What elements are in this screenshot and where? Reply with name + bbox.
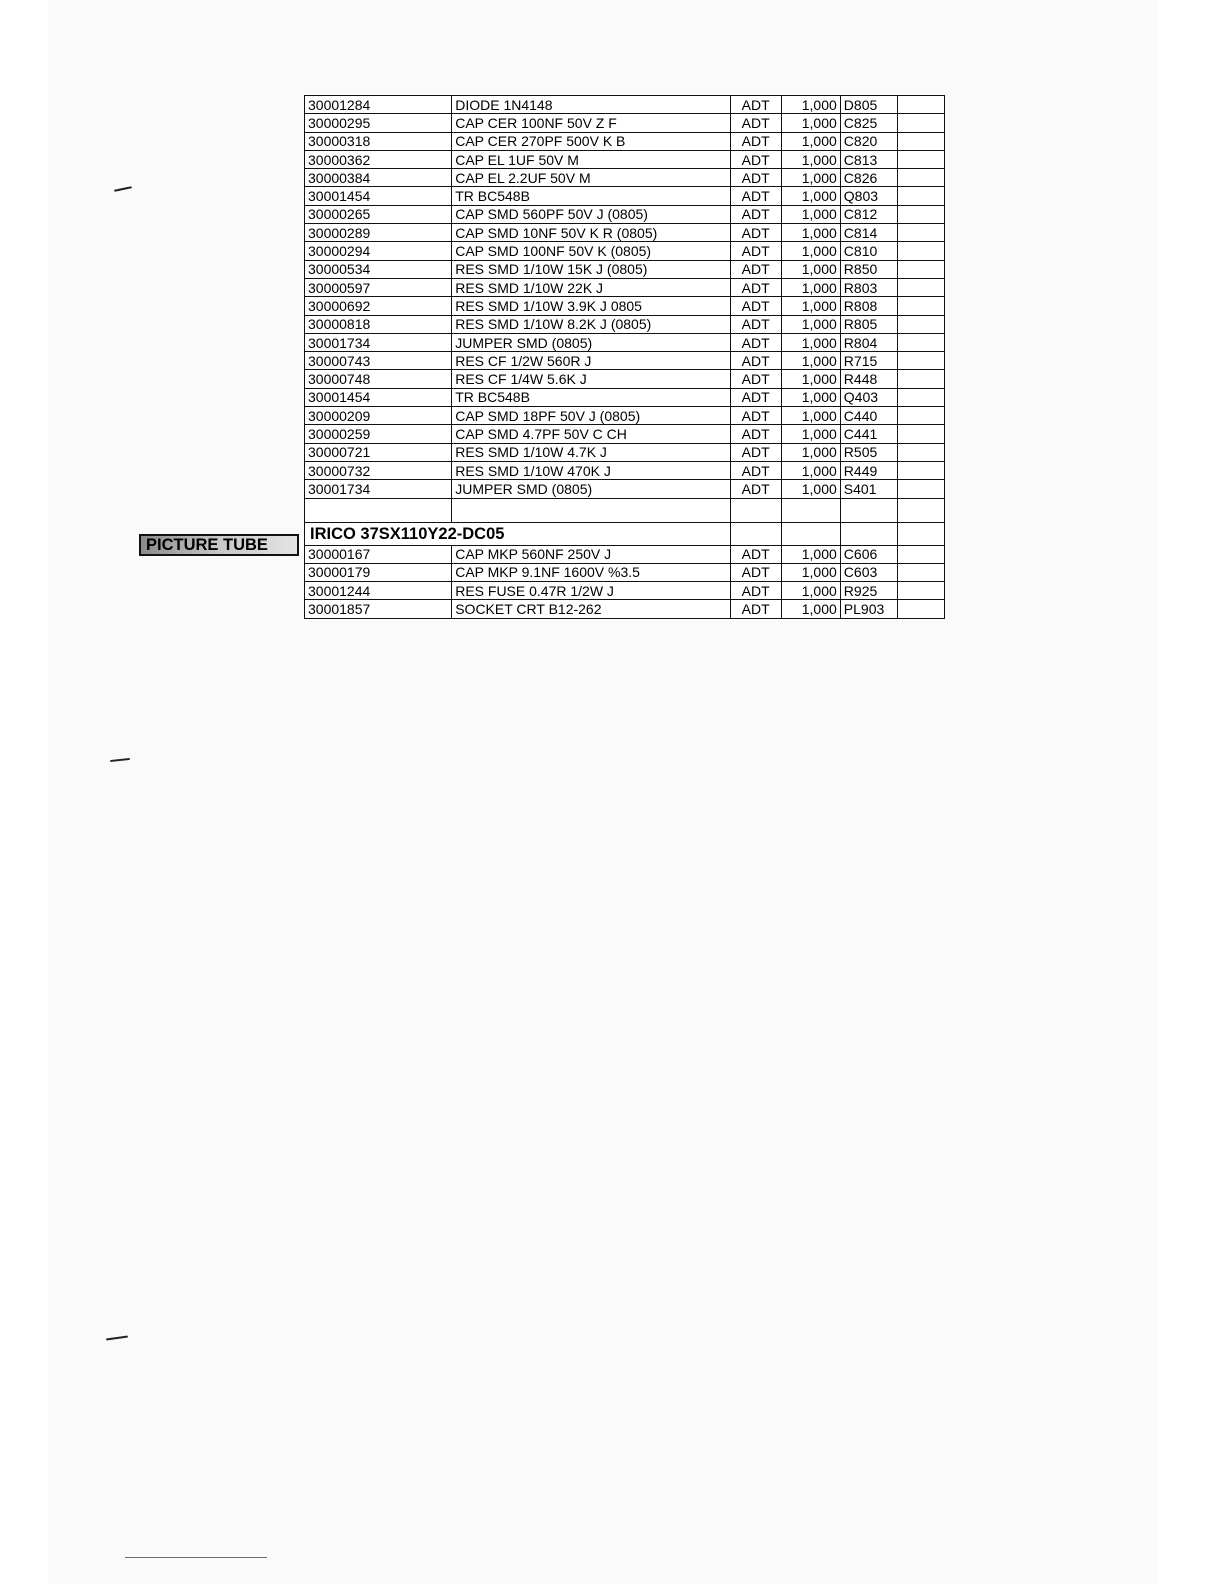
part-code: 30000743 [305,352,452,370]
unit: ADT [730,224,781,242]
table-row [305,425,945,443]
reference: C813 [840,150,897,168]
unit: ADT [730,150,781,168]
unit: ADT [730,600,781,618]
empty-cell [897,480,944,498]
quantity: 1,000 [781,242,840,260]
reference: R505 [840,443,897,461]
part-description: RES SMD 1/10W 470K J [452,461,730,479]
table-row [305,333,945,351]
quantity: 1,000 [781,333,840,351]
picture-tube-label: PICTURE TUBE [139,534,299,556]
quantity: 1,000 [781,582,840,600]
empty-cell [897,370,944,388]
parts-rows-before [305,96,945,499]
empty-cell [897,169,944,187]
part-code: 30000692 [305,297,452,315]
unit: ADT [730,114,781,132]
part-description: CAP EL 1UF 50V M [452,150,730,168]
table-row [305,407,945,425]
part-code: 30001857 [305,600,452,618]
quantity: 1,000 [781,169,840,187]
empty-cell [897,352,944,370]
table-row [305,582,945,600]
empty-cell [897,96,944,114]
part-code: 30000179 [305,563,452,581]
quantity: 1,000 [781,563,840,581]
unit: ADT [730,315,781,333]
unit: ADT [730,388,781,406]
part-code: 30000721 [305,443,452,461]
part-description: CAP SMD 4.7PF 50V C CH [452,425,730,443]
unit: ADT [730,205,781,223]
quantity: 1,000 [781,187,840,205]
table-row [305,370,945,388]
empty-cell [897,242,944,260]
unit: ADT [730,563,781,581]
part-code: 30000295 [305,114,452,132]
unit: ADT [730,407,781,425]
unit: ADT [730,443,781,461]
reference: C814 [840,224,897,242]
part-code: 30000294 [305,242,452,260]
part-description: CAP MKP 560NF 250V J [452,545,730,563]
empty-cell [897,187,944,205]
reference: C440 [840,407,897,425]
part-code: 30000748 [305,370,452,388]
part-description: CAP CER 270PF 500V K B [452,132,730,150]
unit: ADT [730,370,781,388]
table-row [305,169,945,187]
empty-cell [897,563,944,581]
empty-cell [897,297,944,315]
part-code: 30001734 [305,480,452,498]
quantity: 1,000 [781,297,840,315]
part-code: 30000209 [305,407,452,425]
table-row [305,187,945,205]
quantity: 1,000 [781,461,840,479]
part-code: 30000167 [305,545,452,563]
part-description: TR BC548B [452,388,730,406]
quantity: 1,000 [781,278,840,296]
part-code: 30000534 [305,260,452,278]
quantity: 1,000 [781,205,840,223]
table-row [305,480,945,498]
part-description: CAP CER 100NF 50V Z F [452,114,730,132]
empty-cell [897,545,944,563]
part-code: 30000318 [305,132,452,150]
reference: C606 [840,545,897,563]
empty-cell [897,407,944,425]
unit: ADT [730,278,781,296]
unit: ADT [730,96,781,114]
part-code: 30001734 [305,333,452,351]
empty-cell [897,333,944,351]
empty-cell [897,260,944,278]
empty-cell [897,388,944,406]
unit: ADT [730,480,781,498]
reference: C812 [840,205,897,223]
part-description: RES SMD 1/10W 15K J (0805) [452,260,730,278]
table-row [305,545,945,563]
quantity: 1,000 [781,600,840,618]
empty-cell [897,582,944,600]
table-row [305,388,945,406]
unit: ADT [730,545,781,563]
part-description: JUMPER SMD (0805) [452,333,730,351]
reference: R449 [840,461,897,479]
parts-list-table [304,95,945,619]
quantity: 1,000 [781,315,840,333]
part-code: 30000289 [305,224,452,242]
empty-cell [897,114,944,132]
empty-cell [897,600,944,618]
part-description: RES SMD 1/10W 4.7K J [452,443,730,461]
part-description: DIODE 1N4148 [452,96,730,114]
part-code: 30000384 [305,169,452,187]
parts-rows-after [305,545,945,618]
empty-cell [897,224,944,242]
reference: C603 [840,563,897,581]
table-row [305,150,945,168]
part-code: 30001284 [305,96,452,114]
reference: R715 [840,352,897,370]
quantity: 1,000 [781,443,840,461]
table-row [305,278,945,296]
reference: R805 [840,315,897,333]
unit: ADT [730,187,781,205]
table-row [305,352,945,370]
reference: R850 [840,260,897,278]
section-header-row [305,522,945,545]
reference: C825 [840,114,897,132]
reference: S401 [840,480,897,498]
table-row [305,114,945,132]
part-description: CAP MKP 9.1NF 1600V %3.5 [452,563,730,581]
empty-cell [897,132,944,150]
empty-cell [897,205,944,223]
part-code: 30000362 [305,150,452,168]
unit: ADT [730,461,781,479]
table-row [305,443,945,461]
table-row [305,461,945,479]
part-description: SOCKET CRT B12-262 [452,600,730,618]
reference: D805 [840,96,897,114]
part-description: JUMPER SMD (0805) [452,480,730,498]
unit: ADT [730,132,781,150]
table-row [305,242,945,260]
part-description: RES SMD 1/10W 8.2K J (0805) [452,315,730,333]
table-row [305,600,945,618]
table-row [305,224,945,242]
reference: R925 [840,582,897,600]
empty-cell [897,425,944,443]
footer-rule [125,1557,267,1558]
reference: R804 [840,333,897,351]
reference: C826 [840,169,897,187]
quantity: 1,000 [781,224,840,242]
empty-cell [897,443,944,461]
part-description: RES SMD 1/10W 3.9K J 0805 [452,297,730,315]
empty-cell [897,278,944,296]
reference: C810 [840,242,897,260]
part-code: 30001454 [305,187,452,205]
quantity: 1,000 [781,425,840,443]
quantity: 1,000 [781,132,840,150]
part-code: 30000818 [305,315,452,333]
picture-tube-model: IRICO 37SX110Y22-DC05 [305,522,731,545]
part-description: CAP EL 2.2UF 50V M [452,169,730,187]
quantity: 1,000 [781,260,840,278]
table-row [305,563,945,581]
part-description: CAP SMD 18PF 50V J (0805) [452,407,730,425]
table-row [305,315,945,333]
quantity: 1,000 [781,407,840,425]
quantity: 1,000 [781,370,840,388]
part-code: 30001244 [305,582,452,600]
part-description: CAP SMD 10NF 50V K R (0805) [452,224,730,242]
quantity: 1,000 [781,480,840,498]
quantity: 1,000 [781,150,840,168]
unit: ADT [730,425,781,443]
table-row [305,205,945,223]
quantity: 1,000 [781,352,840,370]
unit: ADT [730,297,781,315]
empty-cell [897,461,944,479]
unit: ADT [730,169,781,187]
reference: Q803 [840,187,897,205]
blank-row [305,498,945,522]
part-code: 30000597 [305,278,452,296]
reference: Q403 [840,388,897,406]
reference: R803 [840,278,897,296]
quantity: 1,000 [781,114,840,132]
quantity: 1,000 [781,388,840,406]
unit: ADT [730,242,781,260]
reference: R448 [840,370,897,388]
unit: ADT [730,260,781,278]
quantity: 1,000 [781,545,840,563]
unit: ADT [730,582,781,600]
table-row [305,260,945,278]
part-description: RES CF 1/4W 5.6K J [452,370,730,388]
empty-cell [897,315,944,333]
part-description: RES SMD 1/10W 22K J [452,278,730,296]
reference: C441 [840,425,897,443]
reference: R808 [840,297,897,315]
table-row [305,96,945,114]
reference: PL903 [840,600,897,618]
section-rows [305,498,945,545]
part-description: CAP SMD 100NF 50V K (0805) [452,242,730,260]
empty-cell [897,150,944,168]
reference: C820 [840,132,897,150]
quantity: 1,000 [781,96,840,114]
unit: ADT [730,333,781,351]
part-description: RES FUSE 0.47R 1/2W J [452,582,730,600]
unit: ADT [730,352,781,370]
table-row [305,297,945,315]
part-code: 30000732 [305,461,452,479]
part-description: CAP SMD 560PF 50V J (0805) [452,205,730,223]
part-code: 30000259 [305,425,452,443]
table-row [305,132,945,150]
part-code: 30000265 [305,205,452,223]
part-description: RES CF 1/2W 560R J [452,352,730,370]
part-code: 30001454 [305,388,452,406]
part-description: TR BC548B [452,187,730,205]
